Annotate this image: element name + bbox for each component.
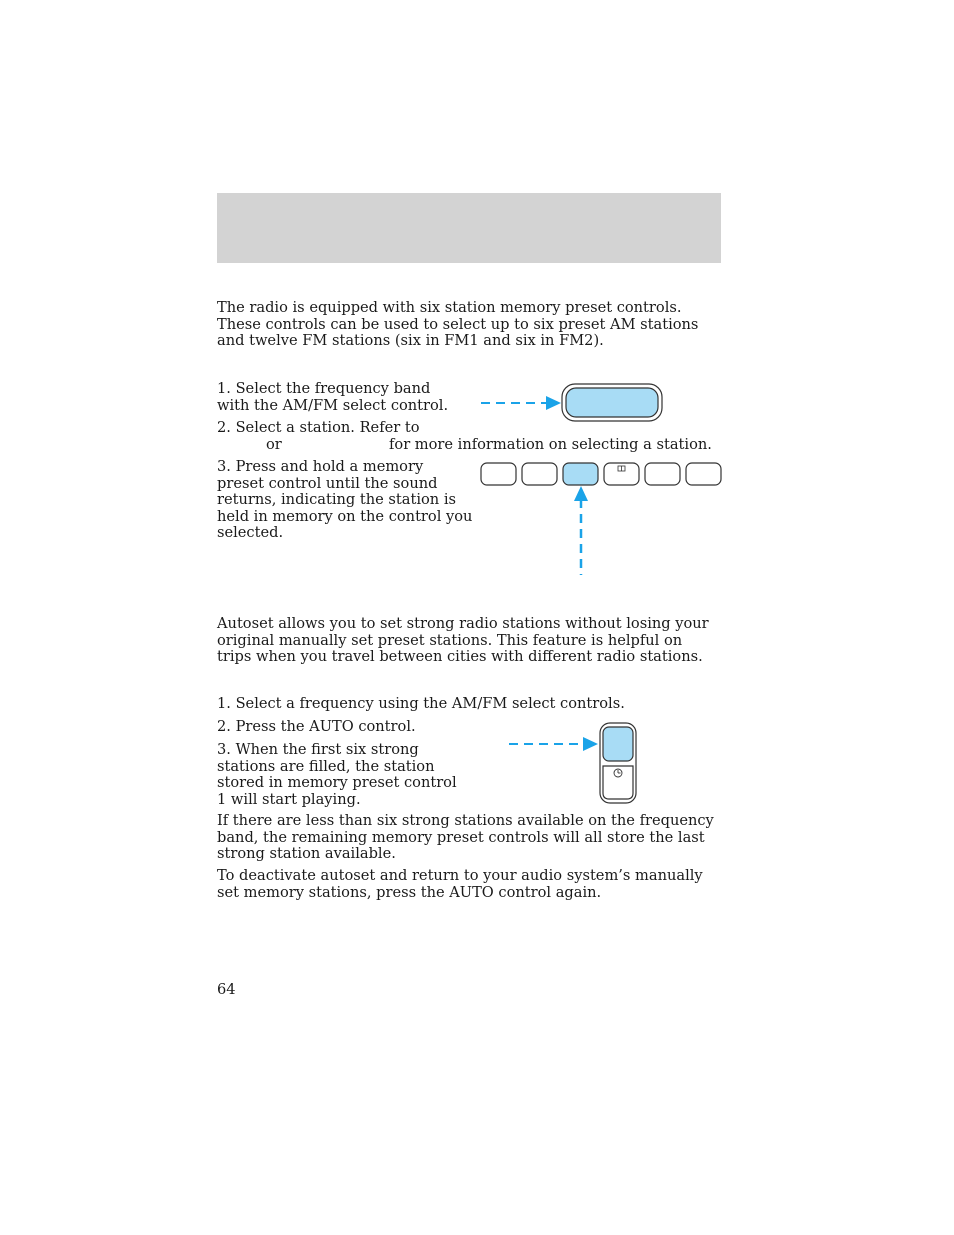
preset-step-2b: or: [266, 436, 282, 453]
preset-buttons-illustration: [478, 461, 724, 579]
autoset-para-1: If there are less than six strong stations available on the frequency band, the remaining memory preset controls will all store the last strong station available.: [217, 812, 714, 862]
autoset-para-2: To deactivate autoset and return to your audio system’s manually set memory stations, press the AUTO control again.: [217, 867, 703, 901]
amfm-button-illustration: [478, 382, 668, 427]
autoset-intro: Autoset allows you to set strong radio stations without losing your original manually set preset stations. This feature is helpful on trips when you travel between cities with different radio stations.: [217, 615, 709, 665]
preset-step-3: 3. Press and hold a memory preset control until the sound returns, indicating the station is held in memory on the control you selected.: [217, 458, 473, 541]
autoset-step-1: 1. Select a frequency using the AM/FM select controls.: [217, 695, 625, 712]
preset-step-2a: 2. Select a station. Refer to: [217, 419, 420, 436]
page-number: 64: [217, 981, 236, 998]
preset-step-2c: for more information on selecting a station.: [389, 436, 712, 453]
header-band: [217, 193, 721, 263]
autoset-step-3: 3. When the first six strong stations are filled, the station stored in memory preset control 1 will start playing.: [217, 741, 457, 808]
auto-control-illustration: [506, 721, 641, 807]
autoset-step-2: 2. Press the AUTO control.: [217, 718, 416, 735]
intro-paragraph: The radio is equipped with six station memory preset controls. These controls can be used to select up to six preset AM stations and twelve FM stations (six in FM1 and six in FM2).: [217, 299, 699, 349]
preset-step-1: 1. Select the frequency band with the AM/FM select control.: [217, 380, 449, 414]
